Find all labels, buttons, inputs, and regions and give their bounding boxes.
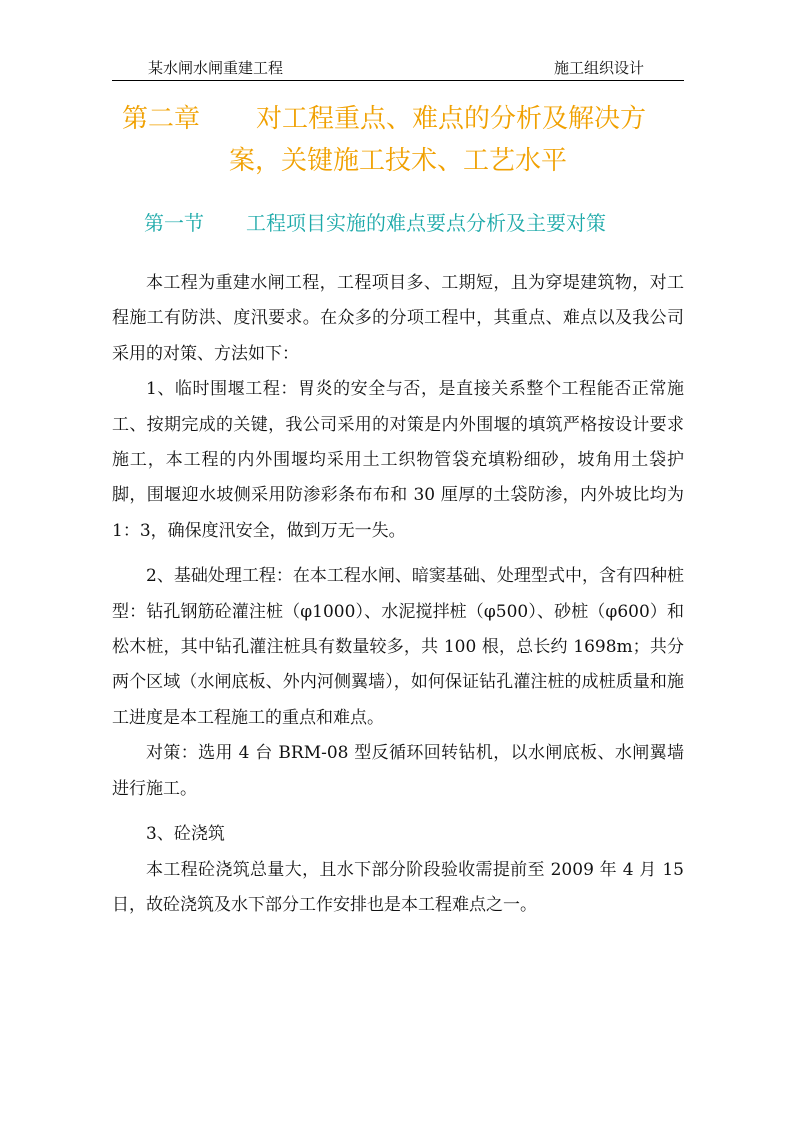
paragraph-cofferdam: 1、临时围堰工程：胃炎的安全与否，是直接关系整个工程能否正常施工、按期完成的关键，我公司采用的对策是内外围堰的填筑严格按设计要求施工，本工程的内外围堰均采用土工织物管袋充填粉细砂，坡角用土袋护脚，围堰迎水坡侧采用防渗彩条布布和 30 厘厚的土袋防渗，内外坡比均为 1：3，确保度汛安全，做到万无一失。	[112, 379, 684, 541]
section-title-text: 工程项目实施的难点要点分析及主要对策	[246, 211, 606, 235]
chapter-title-line2: 案，关键施工技术、工艺水平	[228, 146, 567, 176]
chapter-number: 第二章	[122, 104, 201, 134]
section-number: 第一节	[144, 211, 204, 235]
section-title	[144, 208, 606, 238]
chapter-title-text-1: 对工程重点、难点的分析及解决方	[256, 104, 647, 134]
paragraph-intro: 本工程为重建水闸工程，工程项目多、工期短，且为穿堤建筑物，对工程施工有防洪、度汛要求。在众多的分项工程中，其重点、难点以及我公司采用的对策、方法如下：	[112, 273, 684, 364]
chapter-title	[112, 98, 684, 182]
header-document-type: 施工组织设计	[553, 59, 644, 77]
paragraph-foundation: 2、基础处理工程：在本工程水闸、暗窦基础、处理型式中，含有四种桩型：钻孔钢筋砼灌注桩（φ1000）、水泥搅拌桩（φ500）、砂桩（φ600）和松木桩，其中钻孔灌注桩具有数量较多，共 100 根，总长约 1698m；共分两个区域（水闸底板、外内河侧翼墙），如何保证钻孔灌注桩的成桩质量和施工进度是本工程施工的重点和难点。	[112, 566, 684, 728]
paragraph-concrete-heading: 3、砼浇筑	[146, 824, 225, 845]
chapter-title-line1	[112, 98, 684, 140]
paragraph-concrete: 本工程砼浇筑总量大，且水下部分阶段验收需提前至 2009 年 4 月 15 日，故砼浇筑及水下部分工作安排也是本工程难点之一。	[112, 859, 684, 915]
page-header	[112, 58, 684, 81]
header-project-name: 某水闸水闸重建工程	[148, 59, 284, 77]
body-text	[112, 266, 684, 923]
paragraph-countermeasure: 对策：选用 4 台 BRM-08 型反循环回转钻机，以水闸底板、水闸翼墙进行施工。	[112, 743, 684, 799]
